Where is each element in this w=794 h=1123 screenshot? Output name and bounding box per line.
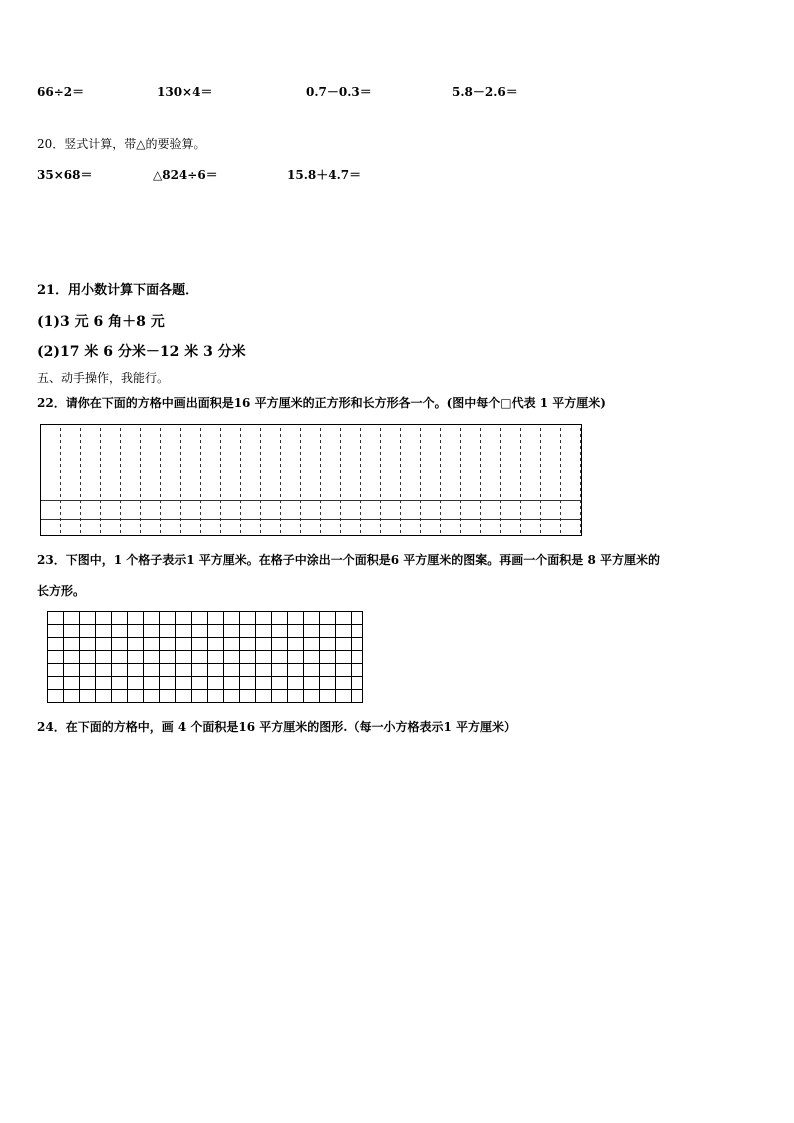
q22-title: 22．请你在下面的方格中画出面积是16 平方厘米的正方形和长方形各一个。(图中每个□代表 1 平方厘米)	[37, 396, 606, 410]
q23-title-line-1: 23．下图中，1 个格子表示1 平方厘米。在格子中涂出一个面积是6 平方厘米的图案。再画一个面积是 8 平方厘米的	[37, 553, 660, 567]
q20-calc-35-times-68: 35×68＝	[37, 168, 93, 182]
q21-item-1: (1)3 元 6 角＋8 元	[37, 314, 165, 330]
q21-title: 21．用小数计算下面各题．	[37, 283, 199, 298]
section-5-title: 五、动手操作，我能行。	[37, 371, 170, 385]
calc-5.8-minus-2.6: 5.8－2.6＝	[452, 85, 518, 99]
calc-66-div-2: 66÷2＝	[37, 85, 85, 99]
q20-calc-824-div-6: △824÷6＝	[153, 168, 218, 182]
q23-title-line-2: 长方形。	[37, 584, 86, 598]
q23-solid-grid[interactable]	[47, 611, 363, 703]
q22-dashed-grid[interactable]	[40, 424, 582, 536]
q24-title: 24．在下面的方格中，画 4 个面积是16 平方厘米的图形.（每一小方格表示1 平方厘米）	[37, 720, 516, 734]
q21-item-2: (2)17 米 6 分米－12 米 3 分米	[37, 344, 246, 360]
calc-130-times-4: 130×4＝	[157, 85, 213, 99]
q20-calc-15.8-plus-4.7: 15.8＋4.7＝	[287, 168, 362, 182]
q20-title: 20．竖式计算，带△的要验算。	[37, 137, 206, 151]
calc-0.7-minus-0.3: 0.7－0.3＝	[306, 85, 372, 99]
